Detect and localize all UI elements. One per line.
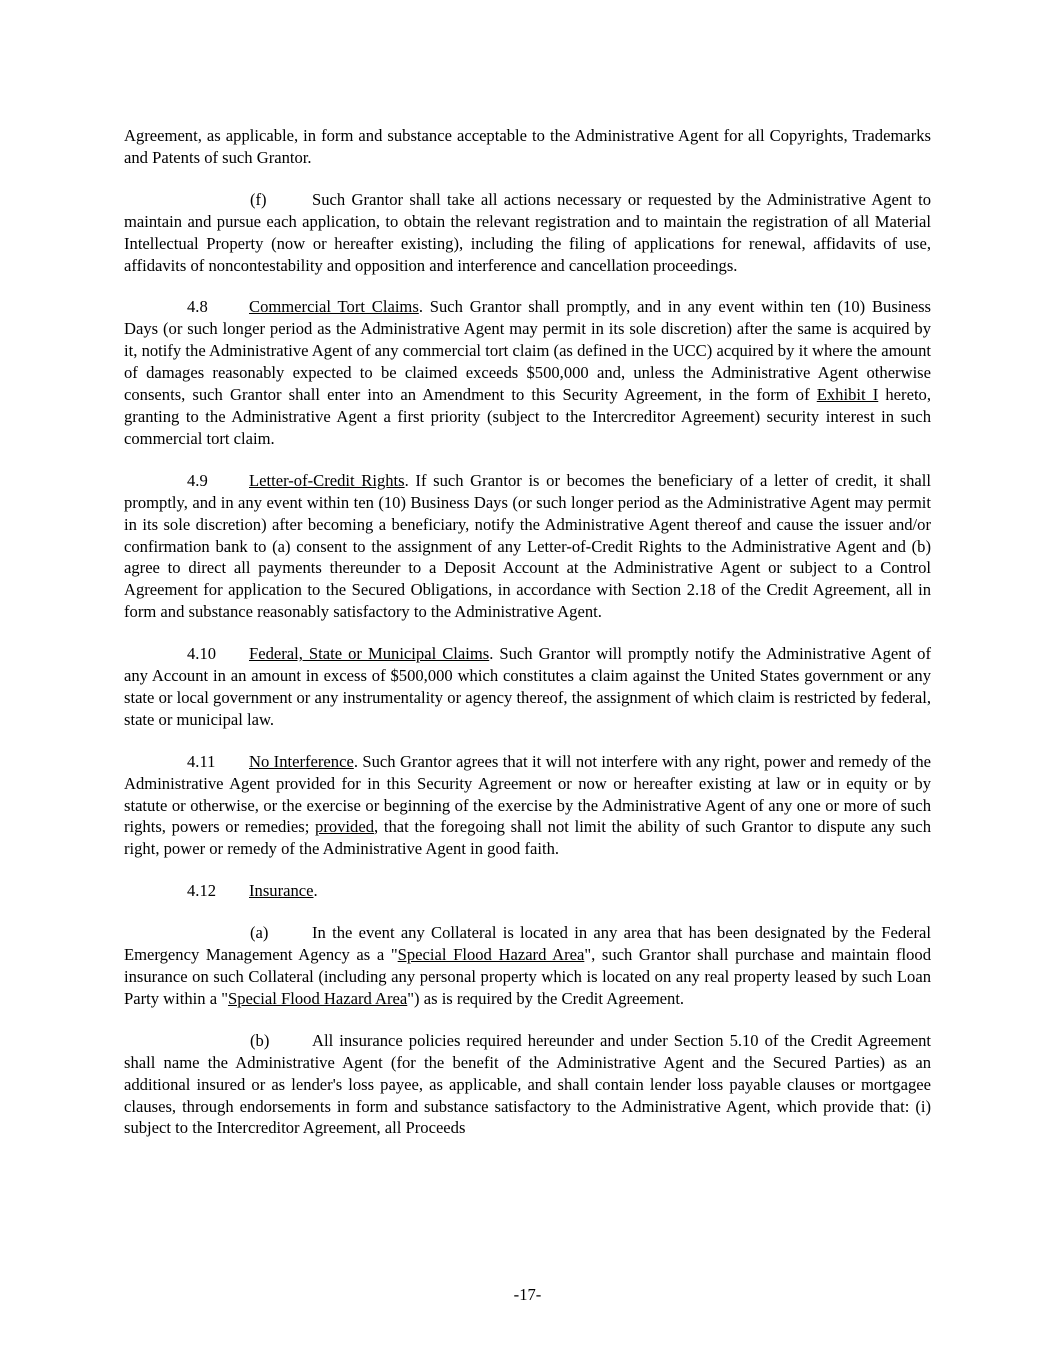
section-number: 4.10: [187, 644, 217, 664]
section-4-12: [124, 880, 931, 902]
defined-term: Special Flood Hazard Area: [397, 945, 585, 965]
paragraph-text: ", such Grantor shall purchase and maintain flood insurance on such Collateral (including any personal property which is located on any real property leased by such Loan Party within a ": [124, 945, 931, 1008]
paragraph-text: In the event any Collateral is located in any area that has been designated by the Federal Emergency Management Agency as a ": [124, 923, 931, 965]
section-number: 4.8: [187, 297, 208, 317]
document-body: [124, 125, 931, 1139]
section-number: 4.11: [187, 751, 216, 771]
defined-term: Special Flood Hazard Area: [228, 988, 408, 1008]
section-text: , that the foregoing shall not limit the ability of such Grantor to dispute any such right, power or remedy of the Administrative Agent in good faith.: [124, 817, 931, 859]
section-4-10: [124, 643, 931, 731]
section-heading: Commercial Tort Claims: [249, 297, 419, 317]
paragraph-label: (a): [250, 923, 269, 943]
section-heading: No Interference: [249, 751, 354, 771]
paragraph-b: [124, 1030, 931, 1140]
section-text: . If such Grantor is or becomes the beneficiary of a letter of credit, it shall promptly, and in any event within ten (10) Business Days (or such longer period as the Administrative Agent may permit in its sole discretion) after becoming a beneficiary, notify the Administrative Agent thereof and cause the issuer and/or confirmation bank to (a) consent to the assignment of any Letter-of-Credit Rights to the Administrative Agent and (b) agree to direct all payments thereunder to a Deposit Account at the Administrative Agent or subject to a Control Agreement for application to the Secured Obligations, in accordance with Section 2.18 of the Credit Agreement, all in form and substance reasonably satisfactory to the Administrative Agent.: [124, 470, 931, 622]
section-4-11: [124, 751, 931, 861]
exhibit-reference: Exhibit I: [816, 385, 879, 405]
paragraph-f: [124, 189, 931, 277]
section-heading: Insurance: [249, 881, 314, 901]
section-heading: Federal, State or Municipal Claims: [249, 644, 490, 664]
continuation-paragraph: Agreement, as applicable, in form and substance acceptable to the Administrative Agent for all Copyrights, Trademarks and Patents of such Grantor.: [124, 126, 931, 167]
provided-term: provided: [315, 817, 375, 837]
section-heading-period: .: [313, 881, 318, 901]
section-number: 4.9: [187, 470, 208, 490]
section-text: hereto, granting to the Administrative Agent a first priority (subject to the Intercreditor Agreement) security interest in such commercial tort claim.: [124, 385, 931, 448]
section-4-8: [124, 296, 931, 449]
section-text: . Such Grantor agrees that it will not interfere with any right, power and remedy of the Administrative Agent provided for in this Security Agreement or now or hereafter existing at law or in equity or by statute or otherwise, or the exercise or beginning of the exercise by the Administrative Agent of any one or more of such rights, powers or remedies;: [124, 751, 931, 837]
section-heading: Letter-of-Credit Rights: [249, 470, 405, 490]
paragraph-text: ") as is required by the Credit Agreement.: [407, 988, 685, 1008]
page-number: -17-: [513, 1285, 542, 1304]
paragraph-label: (f): [250, 189, 267, 209]
paragraph-text: All insurance policies required hereunder and under Section 5.10 of the Credit Agreement shall name the Administrative Agent (for the benefit of the Administrative Agent and the Secured Parties) as an additional insured or as lender's loss payee, as applicable, and shall contain lender loss payable clauses or mortgagee clauses, through endorsements in form and substance satisfactory to the Administrative Agent, which provide that: (i) subject to the Intercreditor Agreement, all Proceeds: [124, 1030, 931, 1138]
paragraph-label: (b): [250, 1030, 270, 1050]
paragraph-text: Such Grantor shall take all actions necessary or requested by the Administrative Agent to maintain and pursue each application, to obtain the relevant registration and to maintain the registration of all Material Intellectual Property (now or hereafter existing), including the filing of applications for renewal, affidavits of use, affidavits of noncontestability and opposition and interference and cancellation proceedings.: [124, 189, 931, 275]
section-number: 4.12: [187, 881, 217, 901]
paragraph-a: [124, 922, 931, 1010]
section-text: . Such Grantor will promptly notify the Administrative Agent of any Account in an amount in excess of $500,000 which constitutes a claim against the United States government or any state or local government or any instrumentality or agency thereof, the assignment of which claim is restricted by federal, state or municipal law.: [124, 644, 931, 729]
section-text: . Such Grantor shall promptly, and in any event within ten (10) Business Days (or such longer period as the Administrative Agent may permit in its sole discretion) after the same is acquired by it, notify the Administrative Agent of any commercial tort claim (as defined in the UCC) acquired by it where the amount of damages reasonably expected to be claimed exceeds $500,000 and, unless the Administrative Agent otherwise consents, such Grantor shall enter into an Amendment to this Security Agreement, in the form of: [124, 297, 931, 405]
section-4-9: [124, 470, 931, 623]
